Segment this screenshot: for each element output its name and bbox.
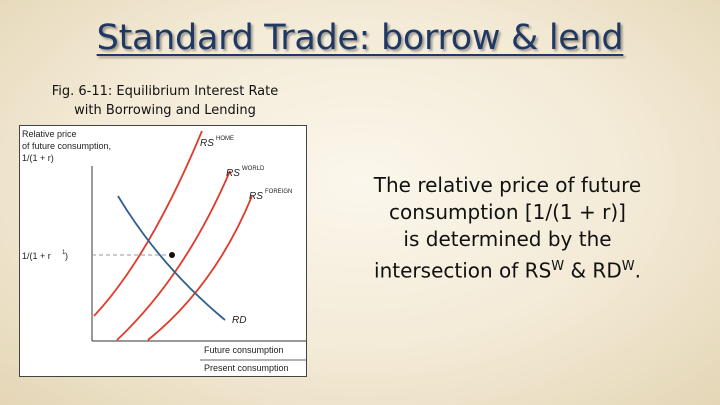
diagram-svg bbox=[20, 126, 306, 376]
slide-title: Standard Trade: borrow & lend bbox=[96, 18, 624, 58]
rs-world-label: RS bbox=[226, 168, 240, 179]
equilibrium-point bbox=[169, 252, 175, 258]
equilibrium-price-close: ) bbox=[65, 251, 68, 261]
rs-foreign-label: RS bbox=[249, 191, 263, 202]
rs-world-superscript: W bbox=[551, 259, 565, 274]
rs-home-label: RS bbox=[200, 138, 214, 149]
y-axis-label-line-3: 1/(1 + r) bbox=[22, 153, 54, 163]
caption-line-2: with Borrowing and Lending bbox=[74, 103, 256, 118]
equilibrium-price-sup: 1 bbox=[62, 250, 66, 256]
explanation-line-4 bbox=[330, 253, 685, 285]
rs-home-curve bbox=[94, 131, 202, 316]
y-axis-label-line-1: Relative price bbox=[22, 129, 77, 139]
rd-label: RD bbox=[232, 315, 247, 326]
explanation-line-4-suffix: . bbox=[634, 258, 641, 283]
explanation-line-1: The relative price of future bbox=[373, 173, 642, 197]
explanation-line-2: consumption [1/(1 + r)] bbox=[389, 200, 626, 224]
rs-home-sup: HOME bbox=[216, 136, 234, 142]
explanation-text bbox=[330, 172, 685, 285]
rs-world-sup: WORLD bbox=[242, 166, 265, 172]
figure-caption bbox=[20, 82, 310, 120]
equilibrium-price-label: 1/(1 + r bbox=[22, 251, 51, 261]
rs-foreign-sup: FOREIGN bbox=[265, 189, 293, 195]
y-axis-label-line-2: of future consumption, bbox=[22, 141, 112, 151]
caption-line-1: Fig. 6-11: Equilibrium Interest Rate bbox=[51, 84, 279, 99]
explanation-line-4-mid: & RD bbox=[564, 258, 622, 283]
x-axis-label-future: Future consumption bbox=[204, 345, 284, 355]
explanation-line-3: is determined by the bbox=[403, 227, 612, 251]
x-axis-label-present: Present consumption bbox=[204, 363, 289, 373]
figure-diagram bbox=[19, 125, 307, 377]
explanation-line-4-prefix: intersection of RS bbox=[374, 258, 552, 283]
rd-world-superscript: W bbox=[621, 259, 635, 274]
